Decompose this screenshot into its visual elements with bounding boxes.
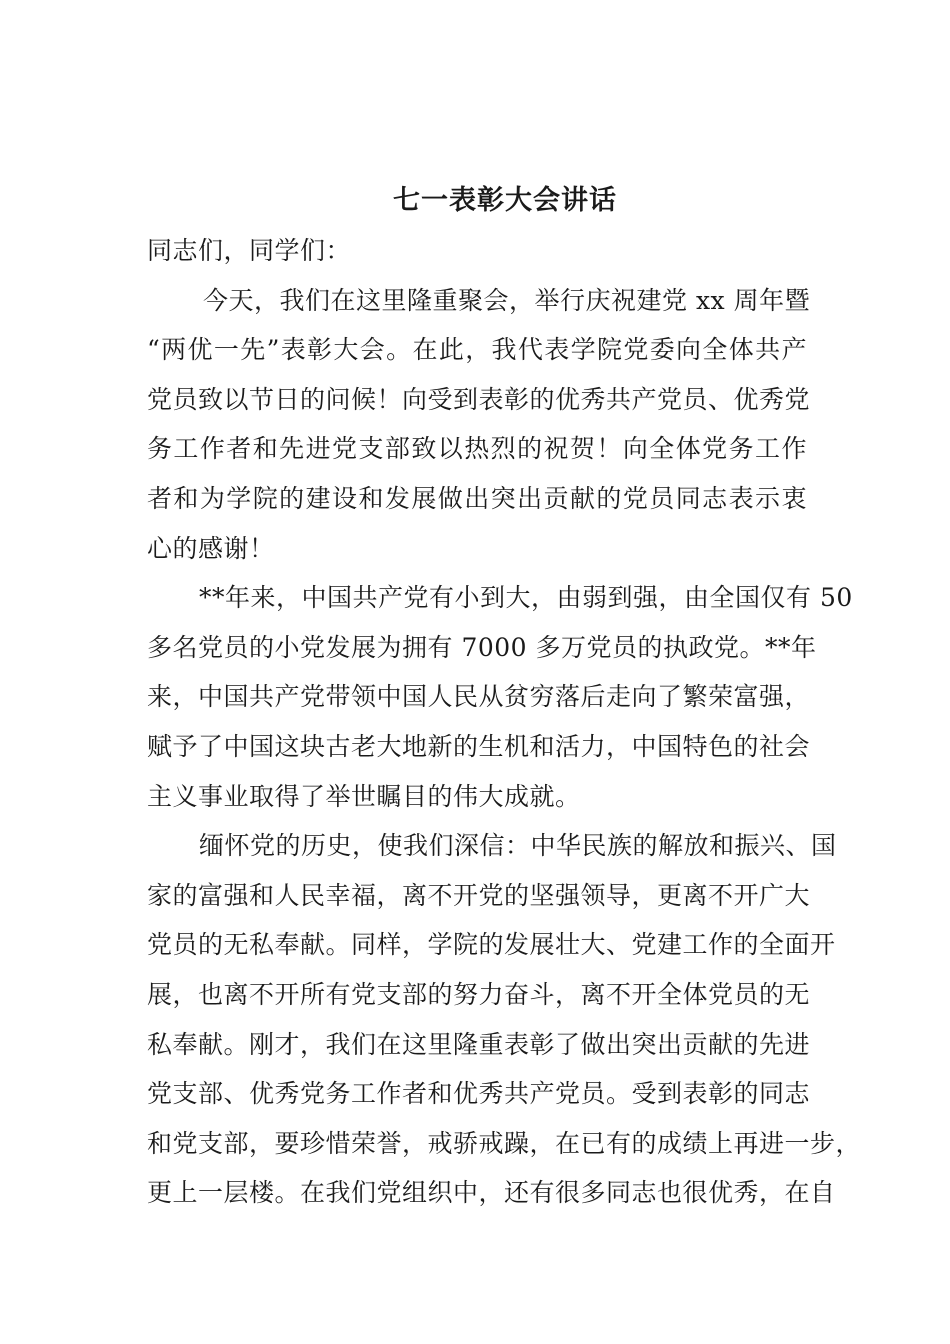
paragraph-line: 今天，我们在这里隆重聚会，举行庆祝建党 xx 周年暨: [203, 285, 811, 315]
document-title: 七一表彰大会讲话: [393, 185, 617, 216]
paragraph-line: “两优一先”表彰大会。在此，我代表学院党委向全体共产: [147, 335, 807, 365]
paragraph-line: 主义事业取得了举世瞩目的伟大成就。: [147, 781, 581, 811]
paragraph-line: 来，中国共产党带领中国人民从贫穷落后走向了繁荣富强，: [147, 682, 811, 712]
paragraph-line: 家的富强和人民幸福，离不开党的坚强领导，更离不开广大: [147, 880, 811, 910]
paragraph-line: 务工作者和先进党支部致以热烈的祝贺！向全体党务工作: [147, 434, 807, 464]
paragraph-line: **年来，中国共产党有小到大，由弱到强，由全国仅有 50: [199, 583, 853, 613]
paragraph-line: 者和为学院的建设和发展做出突出贡献的党员同志表示衷: [147, 483, 807, 513]
paragraph-line: 更上一层楼。在我们党组织中，还有很多同志也很优秀，在自: [147, 1178, 836, 1208]
salutation-line: 同志们，同学们：: [147, 236, 352, 265]
paragraph-line: 缅怀党的历史，使我们深信：中华民族的解放和振兴、国: [199, 831, 837, 861]
paragraph-line: 多名党员的小党发展为拥有 7000 多万党员的执政党。**年: [147, 632, 817, 662]
paragraph-line: 党支部、优秀党务工作者和优秀共产党员。受到表彰的同志: [147, 1079, 811, 1109]
paragraph-line: 和党支部，要珍惜荣誉，戒骄戒躁，在已有的成绩上再进一步，: [147, 1128, 862, 1158]
paragraph-line: 心的感谢！: [147, 533, 275, 563]
paragraph-line: 展，也离不开所有党支部的努力奋斗，离不开全体党员的无: [147, 979, 811, 1009]
document-body: [147, 226, 862, 1218]
paragraph-line: 赋予了中国这块古老大地新的生机和活力，中国特色的社会: [147, 731, 811, 761]
paragraph-line: 党员致以节日的问候！向受到表彰的优秀共产党员、优秀党: [147, 384, 811, 414]
paragraph-line: 私奉献。刚才，我们在这里隆重表彰了做出突出贡献的先进: [147, 1029, 811, 1059]
paragraph-line: 党员的无私奉献。同样，学院的发展壮大、党建工作的全面开: [147, 930, 836, 960]
